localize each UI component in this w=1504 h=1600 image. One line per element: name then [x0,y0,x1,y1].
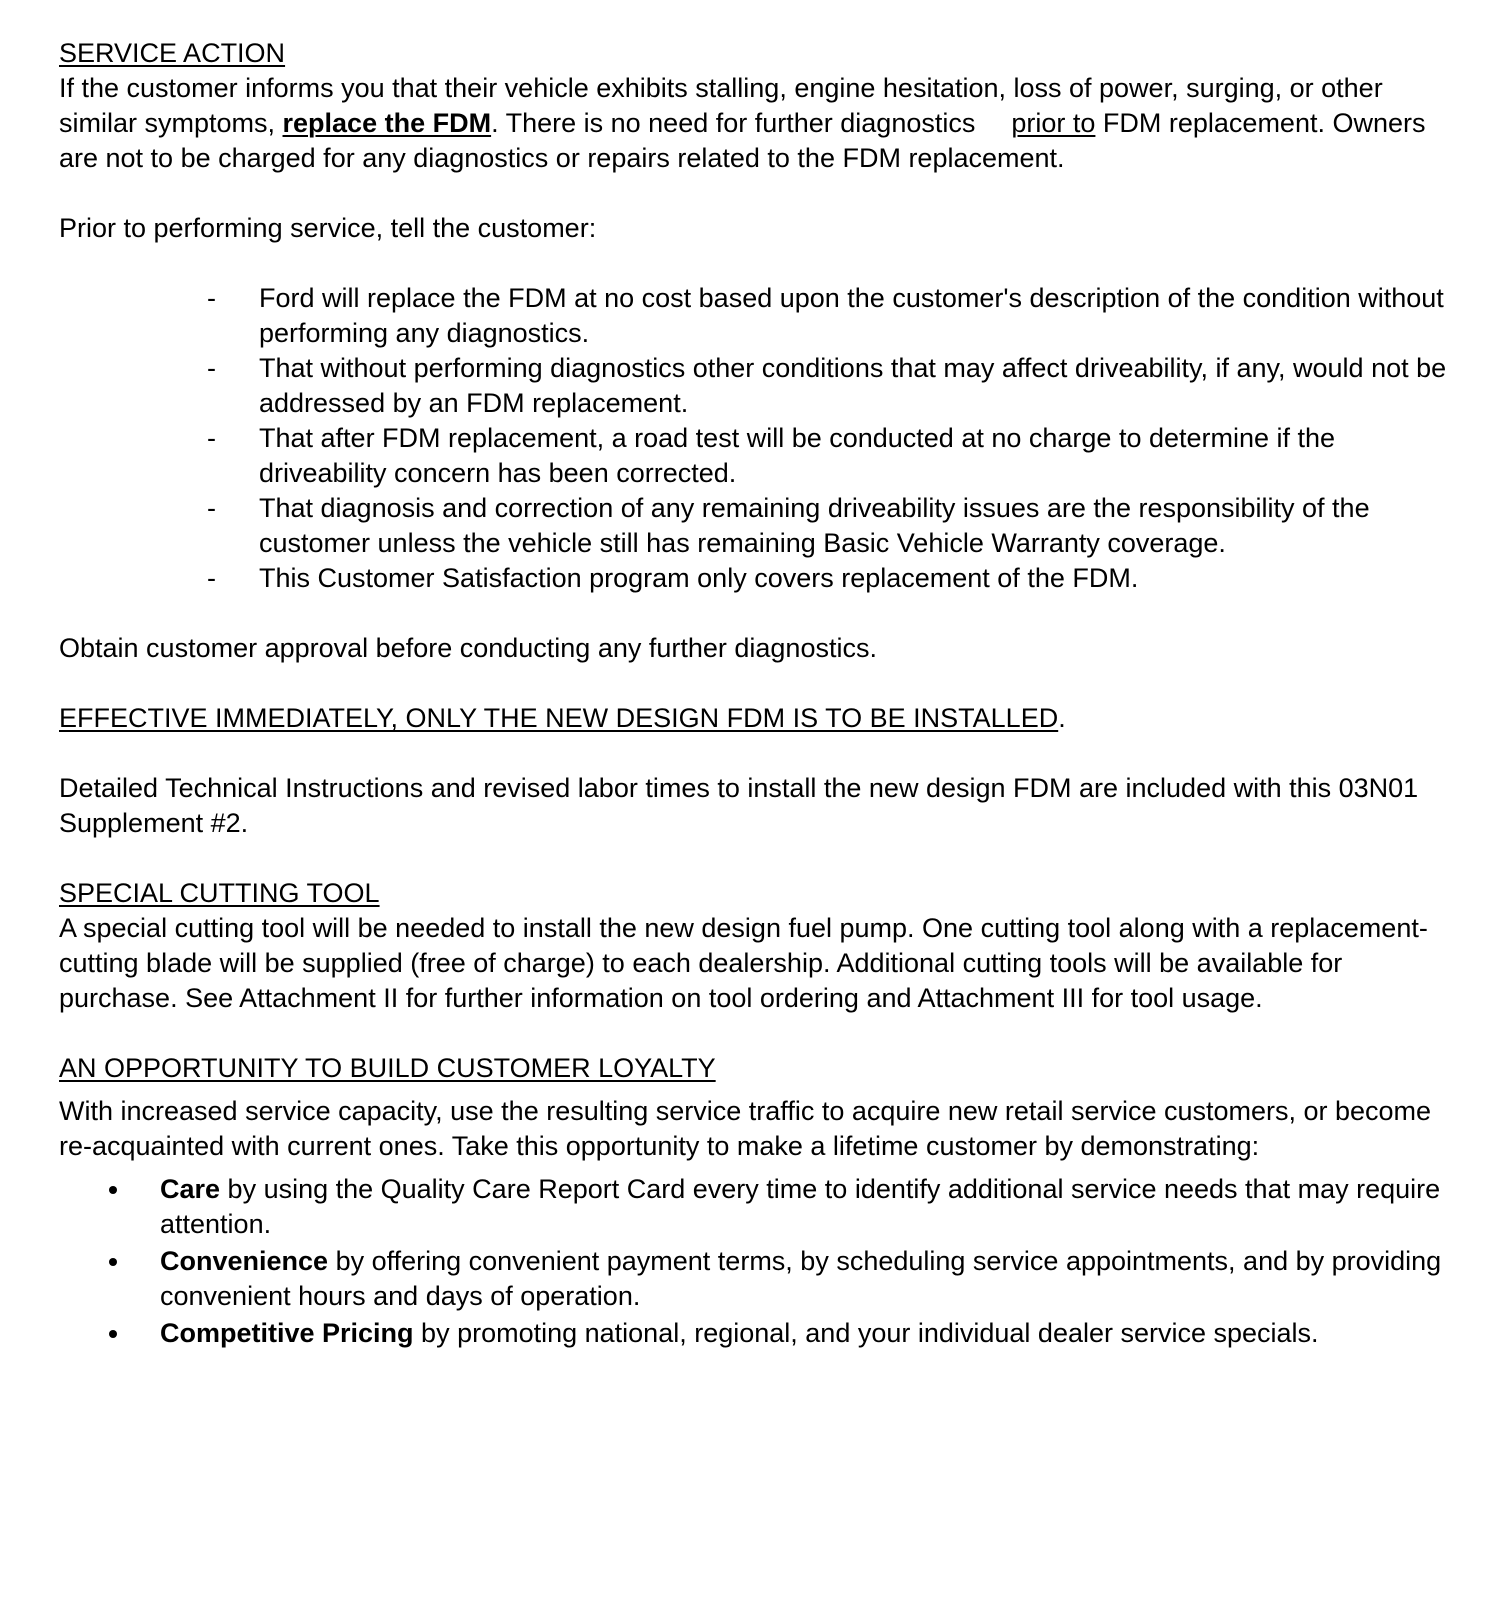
list-item-text: Ford will replace the FDM at no cost based upon the customer's description of the condition without performing any diagnostics. [259,283,1444,348]
cutting-tool-heading: SPECIAL CUTTING TOOL [59,878,380,908]
technical-instructions-paragraph: Detailed Technical Instructions and revised labor times to install the new design FDM are included with this 03N01 Supplement #2. [59,773,1419,838]
customer-approval-note: Obtain customer approval before conducting any further diagnostics. [59,633,877,663]
effective-period: . [1058,703,1066,733]
effective-immediately-heading: EFFECTIVE IMMEDIATELY, ONLY THE NEW DESIGN FDM IS TO BE INSTALLED [59,703,1059,733]
service-action-text-a: If the customer informs you that their vehicle exhibits stalling, engine hesitation, loss of power, surging, or other similar symptoms, [59,73,1383,138]
list-item-text: This Customer Satisfaction program only covers replacement of the FDM. [259,563,1139,593]
service-action-heading: SERVICE ACTION [59,38,286,68]
bullet-icon [109,1186,117,1194]
list-item-text: That diagnosis and correction of any remaining driveability issues are the responsibility of the customer unless the vehicle still has remaining Basic Vehicle Warranty coverage. [259,493,1370,558]
tell-customer-list [59,281,1449,596]
service-action-text-b: . There is no need for further diagnostics [491,108,976,138]
tell-customer-intro: Prior to performing service, tell the customer: [59,213,597,243]
list-item [59,1244,1449,1314]
bullet-text: by offering convenient payment terms, by scheduling service appointments, and by providing convenient hours and days of operation. [160,1246,1442,1311]
dash-marker: - [207,563,216,593]
cutting-tool-paragraph: A special cutting tool will be needed to install the new design fuel pump. One cutting tool along with a replacement-cutting blade will be supplied (free of charge) to each dealership. Additional cutting tools will be available for purchase. See Attachment II for further information on tool ordering and Attachment III for tool usage. [59,913,1428,1013]
bullet-text: by promoting national, regional, and your individual dealer service specials. [413,1318,1319,1348]
replace-fdm-emphasis: replace the FDM [282,108,492,138]
bullet-icon [109,1258,117,1266]
bullet-term: Convenience [160,1246,329,1276]
list-item-text: That after FDM replacement, a road test will be conducted at no charge to determine if the driveability concern has been corrected. [259,423,1336,488]
bullet-term: Care [160,1174,221,1204]
bullet-icon [109,1330,117,1338]
bullet-text: by using the Quality Care Report Card every time to identify additional service needs that may require attention. [160,1174,1441,1239]
customer-loyalty-heading: AN OPPORTUNITY TO BUILD CUSTOMER LOYALTY [59,1053,716,1083]
prior-to-emphasis: prior to [1011,108,1096,138]
dash-marker: - [207,283,216,313]
dash-marker: - [207,493,216,523]
bullet-term: Competitive Pricing [160,1318,414,1348]
loyalty-bullet-list [59,1172,1449,1351]
list-item [59,421,1449,491]
customer-loyalty-intro: With increased service capacity, use the resulting service traffic to acquire new retail service customers, or become re-acquainted with current ones. Take this opportunity to make a lifetime customer by demonstrating: [59,1096,1432,1161]
document-page [59,36,1449,1353]
list-item [59,1316,1449,1351]
service-action-text-c: FDM replacement. Owners are not to be charged for any diagnostics or repairs related to the FDM replacement. [59,108,1426,173]
list-item [59,491,1449,561]
list-item [59,281,1449,351]
list-item [59,1172,1449,1242]
dash-marker: - [207,423,216,453]
list-item [59,351,1449,421]
list-item [59,561,1449,596]
list-item-text: That without performing diagnostics other conditions that may affect driveability, if any, would not be addressed by an FDM replacement. [259,353,1447,418]
dash-marker: - [207,353,216,383]
effective-immediately-line [59,701,1449,736]
service-action-paragraph [59,71,1449,176]
